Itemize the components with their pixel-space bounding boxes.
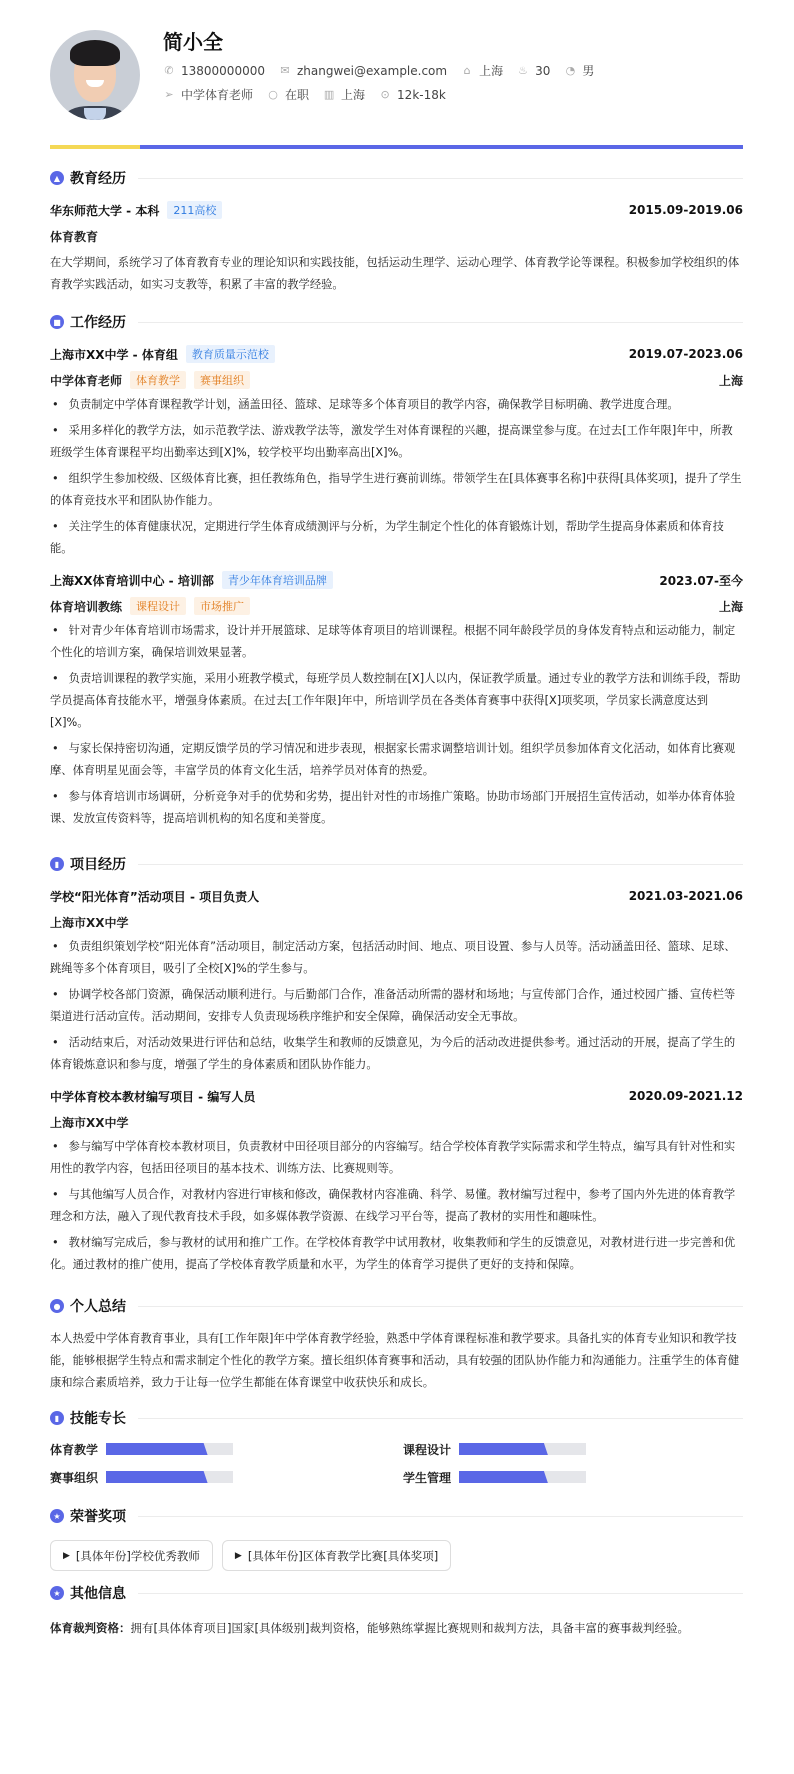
city-item: ⌂ 上海 — [461, 62, 503, 79]
salary-icon: ⊙ — [380, 87, 390, 101]
award-icon: ★ — [50, 1586, 64, 1600]
project-name: 中学体育校本教材编写项目 - 编写人员 — [50, 1089, 256, 1104]
section-work: ■ 工作经历 — [50, 310, 743, 334]
summary-text: 本人热爱中学体育教育事业，具有[工作年限]年中学体育教学经验，熟悉中学体育课程标准和教学要求。具备扎实的体育专业知识和教学技能，能够根据学生特点和需求制定个性化的教学方案。擅长组织体育赛事和活动，具有较强的团队协作能力和沟通能力。注重学生的体育健康和综合素质培养，致力于让每一位学生都能在体育课堂中收获快乐和成长。 — [50, 1332, 740, 1389]
avatar — [50, 30, 140, 120]
skill-item: 学生管理 — [403, 1470, 743, 1484]
bullet-item: • 组织学生参加校级、区级体育比赛，担任教练角色，指导学生进行赛前训练。带领学生在[具体赛事名称]中获得[具体奖项]，提升了学生的体育竞技水平和团队协作能力。 — [50, 468, 743, 512]
email-item: ✉ zhangwei@example.com — [280, 63, 448, 78]
header-divider — [50, 145, 743, 149]
work-item — [50, 344, 743, 560]
gender-item: ◔ 男 — [565, 63, 595, 78]
major: 体育教育 — [50, 229, 99, 244]
project-date: 2021.03-2021.06 — [628, 889, 743, 903]
bullet-item: • 协调学校各部门资源，确保活动顺利进行。与后勤部门合作，准备活动所需的器材和场地；与宣传部门合作，通过校园广播、宣传栏等渠道进行活动宣传。活动期间，安排专人负责现场秩序维护和安全保障，确保活动安全无事故。 — [50, 984, 743, 1028]
bullet-item: • 活动结束后，对活动效果进行评估和总结，收集学生和教师的反馈意见，为今后的活动改进提供参考。通过活动的开展，提高了学生的体育锻炼意识和参与度，增强了学生的身体素质和团队协作能力。 — [50, 1032, 743, 1076]
work-item — [50, 570, 743, 830]
role-tag: 课程设计 — [130, 597, 186, 615]
skill-item: 体育教学 — [50, 1442, 403, 1456]
bullet-item: • 参与体育培训市场调研，分析竞争对手的优势和劣势，提出针对性的市场推广策略。协助市场部门开展招生宣传活动，如举办体育体验课、发放宣传资料等，提高培训机构的知名度和美誉度。 — [50, 786, 743, 830]
phone-item: ✆ 13800000000 — [164, 63, 265, 78]
other-text: 拥有[具体体育项目]国家[具体级别]裁判资格，能够熟练掌握比赛规则和裁判方法，具备丰富的赛事裁判经验。 — [130, 1621, 689, 1635]
bullet-item: • 关注学生的体育健康状况，定期进行学生体育成绩测评与分析，为学生制定个性化的体育锻炼计划，帮助学生提高身体素质和体育技能。 — [50, 516, 743, 560]
resume-header — [50, 0, 743, 160]
role-tag: 赛事组织 — [194, 371, 250, 389]
status-icon: ○ — [268, 87, 278, 101]
candidate-name: 简小全 — [163, 30, 223, 54]
school-tag: 211高校 — [167, 201, 222, 219]
user-icon: ● — [50, 1299, 64, 1313]
cake-icon: ♨ — [518, 63, 529, 77]
project-item — [50, 1086, 743, 1276]
target-city-item: ▥ 上海 — [323, 87, 366, 102]
bullet-item: • 与家长保持密切沟通，定期反馈学员的学习情况和进步表现，根据家长需求调整培训计划。组织学员参加体育文化活动，如体育比赛观摩、体育明星见面会等，丰富学员的体育文化生活，培养学员对体育的热爱。 — [50, 738, 743, 782]
job-intent-row — [163, 86, 460, 103]
skill-item: 课程设计 — [403, 1442, 743, 1456]
project-date: 2020.09-2021.12 — [628, 1089, 743, 1103]
briefcase-icon: ■ — [50, 315, 64, 329]
bullet-item: • 负责组织策划学校“阳光体育”活动项目，制定活动方案，包括活动时间、地点、项目设置、参与人员等。活动涵盖田径、篮球、足球、跳绳等多个体育项目，吸引了全校[X]%的学生参与。 — [50, 936, 743, 980]
awards-list — [50, 1540, 743, 1571]
role-tag: 体育教学 — [130, 371, 186, 389]
skill-bar — [106, 1471, 233, 1483]
bullet-item: • 针对青少年体育培训市场需求，设计并开展篮球、足球等体育项目的培训课程。根据不同年龄段学员的身体发育特点和运动能力，制定个性化的培训方案，确保培训效果显著。 — [50, 620, 743, 664]
section-summary: ● 个人总结 — [50, 1294, 743, 1318]
company-name: 上海市XX中学 - 体育组 — [50, 347, 178, 362]
education-date: 2015.09-2019.06 — [628, 203, 743, 217]
age-item: ♨ 30 — [518, 63, 551, 78]
section-projects: ▮ 项目经历 — [50, 852, 743, 876]
bar-chart-icon: ▮ — [50, 857, 64, 871]
award-item: ▶ [具体年份]区体育教学比赛[具体奖项] — [222, 1540, 451, 1571]
work-date: 2023.07-至今 — [659, 573, 743, 588]
company-tag: 教育质量示范校 — [186, 345, 275, 363]
send-icon: ➢ — [164, 87, 174, 101]
bullet-item: • 负责制定中学体育课程教学计划，涵盖田径、篮球、足球等多个体育项目的教学内容，确保教学目标明确、教学进度合理。 — [50, 394, 743, 416]
building-icon: ▥ — [323, 87, 335, 101]
award-item: ▶ [具体年份]学校优秀教师 — [50, 1540, 213, 1571]
mail-icon: ✉ — [280, 63, 290, 77]
work-date: 2019.07-2023.06 — [628, 347, 743, 361]
section-other: ★ 其他信息 — [50, 1581, 743, 1605]
position-item: ➢ 中学体育老师 — [164, 87, 254, 102]
bullet-item: • 教材编写完成后，参与教材的试用和推广工作。在学校体育教学中试用教材，收集教师和学生的反馈意见，对教材进行进一步完善和优化。通过教材的推广使用，提高了学校体育教学质量和水平，为学生的体育学习提供了更好的支持和保障。 — [50, 1232, 743, 1276]
company-tag: 青少年体育培训品牌 — [222, 571, 333, 589]
skill-bar — [106, 1443, 233, 1455]
contact-row — [163, 62, 608, 79]
work-location: 上海 — [718, 373, 743, 388]
role-tag: 市场推广 — [194, 597, 250, 615]
project-org: 上海市XX中学 — [50, 915, 129, 930]
bullet-item: • 采用多样化的教学方法，如示范教学法、游戏教学法等，激发学生对体育课程的兴趣，提高课堂参与度。在过去[工作年限]年中，所教班级学生体育课程平均出勤率达到[X]%，较学校平均出勤率高出[X]%。 — [50, 420, 743, 464]
home-icon: ⌂ — [463, 63, 471, 77]
skill-item: 赛事组织 — [50, 1470, 403, 1484]
triangle-right-icon: ▶ — [234, 1550, 242, 1561]
triangle-right-icon: ▶ — [63, 1550, 70, 1561]
project-name: 学校“阳光体育”活动项目 - 项目负责人 — [50, 889, 260, 904]
education-entry — [50, 200, 743, 220]
education-description: 在大学期间，系统学习了体育教育专业的理论知识和实践技能，包括运动生理学、运动心理学、体育教学论等课程。积极参加学校组织的体育教学实践活动，如实习支教等，积累了丰富的教学经验。 — [50, 256, 740, 291]
bullet-item: • 负责培训课程的教学实施，采用小班教学模式，每班学员人数控制在[X]人以内，保证教学质量。通过专业的教学方法和训练手段，帮助学员提高体育技能水平，增强身体素质。在过去[工作年限]年中，所培训学员在各类体育赛事中获得[X]项奖项，学员家长满意度达到[X]%。 — [50, 668, 743, 734]
work-location: 上海 — [718, 599, 743, 614]
bullet-item: • 参与编写中学体育校本教材项目，负责教材中田径项目部分的内容编写。结合学校体育教学实际需求和学生特点，编写具有针对性和实用性的教学内容，包括田径项目的基本技术、训练方法、比赛规则等。 — [50, 1136, 743, 1180]
status-item: ○ 在职 — [268, 87, 310, 102]
other-label: 体育裁判资格： — [50, 1621, 131, 1635]
section-education: ▲ 教育经历 — [50, 166, 743, 190]
skills-grid — [50, 1442, 743, 1484]
skill-bar — [459, 1471, 586, 1483]
project-item — [50, 886, 743, 1076]
bar-chart-icon: ▮ — [50, 1411, 64, 1425]
gender-icon: ◔ — [565, 63, 576, 77]
skill-bar — [459, 1443, 586, 1455]
bullet-item: • 与其他编写人员合作，对教材内容进行审核和修改，确保教材内容准确、科学、易懂。教材编写过程中，参考了国内外先进的体育教学理念和方法，融入了现代教育技术手段，如多媒体教学资源、在线学习平台等，提高了教材的实用性和趣味性。 — [50, 1184, 743, 1228]
school-name: 华东师范大学 - 本科 — [50, 203, 160, 218]
section-skills: ▮ 技能专长 — [50, 1406, 743, 1430]
other-info — [50, 1617, 743, 1639]
salary-item: ⊙ 12k-18k — [380, 87, 446, 102]
award-icon: ★ — [50, 1509, 64, 1523]
phone-icon: ✆ — [164, 63, 174, 77]
job-role: 中学体育老师 — [50, 373, 123, 388]
company-name: 上海XX体育培训中心 - 培训部 — [50, 573, 214, 588]
job-role: 体育培训教练 — [50, 599, 123, 614]
graduation-cap-icon: ▲ — [50, 171, 64, 185]
section-awards: ★ 荣誉奖项 — [50, 1504, 743, 1528]
project-org: 上海市XX中学 — [50, 1115, 129, 1130]
